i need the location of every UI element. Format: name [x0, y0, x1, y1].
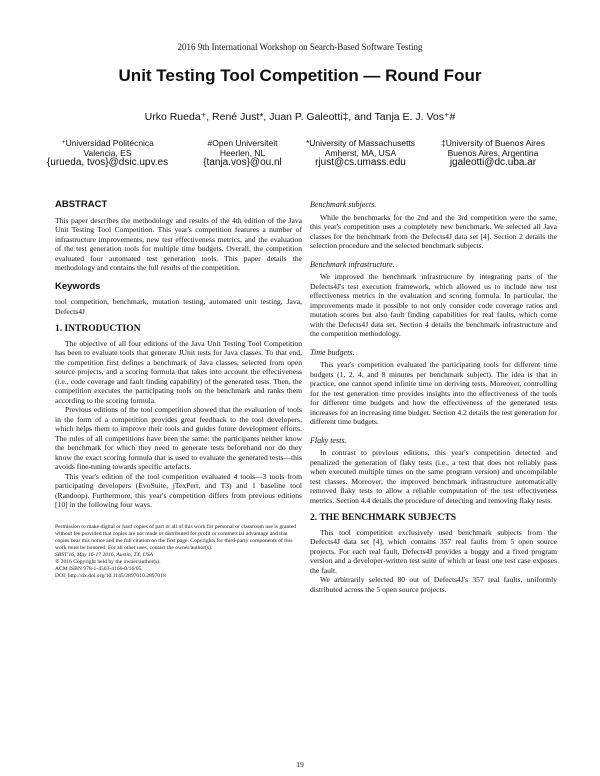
affiliation-umass: [298, 138, 423, 168]
affiliation-name: ⁺Universidad Politécnica: [61, 138, 154, 148]
venue-header: 2016 9th International Workshop on Search-Based Software Testing: [177, 42, 423, 52]
affiliation-name: *University of Massachusetts: [305, 138, 416, 148]
left-column: [55, 200, 302, 580]
affiliation-location: Amherst, MA, USA: [324, 148, 397, 158]
subsection-text: We improved the benchmark infrastructure by integrating parts of the Defects4J's test execution framework, which allowed us to include new test effectiveness metrics in the evaluation and scoring formula. In particular, the improvements made it possible to not only consider code coverage ratios and mutation scores but also fault finding capabilities for real faults, which come with the Defects4J data set. Section 4 details the benchmark infrastructure and the competition methodology.: [310, 272, 557, 338]
affiliation-location: Valencia, ES: [83, 148, 132, 158]
intro-paragraph: The objective of all four editions of the Java Unit Testing Tool Competition has been to evaluate tools that generate JUnit tests for Java classes. To that end, the competition first defines a benchmark of Java classes, selected from open source projects, and a scoring formula that takes into account the effectiveness (i.e., code coverage and fault finding capability) of the generated tests. Then, the competition executes the participating tools on the benchmark and ranks them according to the scoring formula.: [55, 338, 302, 405]
keywords-heading: Keywords: [55, 280, 101, 292]
subsection-text: While the benchmarks for the 2nd and the 3rd competition were the same, this year's competition uses a completely new benchmark. We selected all Java classes for the benchmark from the Defects4J data set [4]. Section 2 details the selection procedure and the selected benchmark subjects.: [310, 212, 557, 250]
copyright-line: © 2016 Copyright held by the owner/author(s).: [55, 558, 161, 565]
subsection-title: Benchmark infrastructure.: [310, 259, 395, 269]
intro-heading: 1. INTRODUCTION: [55, 324, 141, 334]
intro-paragraph: Previous editions of the tool competition showed that the evaluation of tools in the form of a competition provides great feedback to the tool developers, which helps them to improve their tools and guides future development efforts. The rules of all competitions have been the same: the participants neither know the benchmark for which they need to generate tests beforehand nor do they know the exact scoring formula that is used to evaluate the generated tests—this avoids fine-tuning towards specific artefacts.: [55, 405, 302, 471]
paper-title: Unit Testing Tool Competition — Round Four: [118, 66, 482, 85]
affiliation-email: jgaleotti@dc.uba.ar: [449, 157, 537, 168]
affiliation-upv: [40, 138, 175, 168]
section-heading: 2. THE BENCHMARK SUBJECTS: [310, 513, 457, 523]
author-list: Urko Rueda⁺, René Just*, Juan P. Galeotti‡, and Tanja E. J. Vos⁺#: [144, 111, 456, 123]
affiliation-location: Heerlen, NL: [219, 148, 266, 158]
isbn-line: ACM ISBN 978-1-4503-4166-0/16/05.: [55, 565, 143, 572]
affiliation-email: {urueda, tvos}@dsic.upv.es: [46, 157, 169, 168]
permission-text: Permission to make digital or hard copies of part or all of this work for personal or classroom use is granted without fee provided that copies are not made or distributed for profit or commercial advantage and that copies bear this notice and the full citation on the first page. Copyrights for third-party components of this work must be honored. For all other uses, contact the owner/author(s).: [55, 523, 297, 551]
abstract-text: This paper describes the methodology and results of the 4th edition of the Java Unit Testing Tool Competition. This year's competition features a number of infrastructure improvements, new test effectiveness metrics, and the evaluation of the test generation tools for multiple time budgets. Overall, the competition evaluated four automated test generation tools. This paper details the methodology and contains the full results of the competition.: [55, 215, 302, 272]
right-column: [310, 200, 557, 594]
page-number: 19: [296, 760, 304, 769]
affiliation-name: #Open Universiteit: [207, 138, 278, 148]
affiliation-email: {tanja.vos}@ou.nl: [203, 157, 282, 168]
section-paragraph: We arbitrarily selected 80 out of Defects4J's 357 real faults, uniformly distributed across the 5 open source projects.: [310, 575, 557, 594]
section-paragraph: This tool competition exclusively used benchmark subjects from the Defects4J data set [4], which contains 357 real faults from 5 open source projects. For each real fault, Defects4J provides a buggy and a fixed program version and a developer-written test suite of which at least one test case exposes the fault.: [310, 527, 557, 575]
intro-paragraph: This year's edition of the tool competition evaluated 4 tools—3 tools from participating developers (EvoSuite, jTexPert, and T3) and 1 baseline tool (Randoop). Furthermore, this year's competition differs from previous editions [10] in the following four ways.: [55, 471, 302, 509]
subsection-title: Flaky tests.: [310, 435, 347, 445]
keywords-text: tool competition, benchmark, mutation testing, automated unit testing, Java, Defects4J: [55, 297, 302, 316]
conference-line: SBST'16, May 16-17 2016, Austin, TX, USA: [55, 551, 154, 558]
affiliation-ou: [190, 138, 295, 168]
abstract-heading: ABSTRACT: [55, 199, 108, 210]
permission-block: [55, 524, 302, 580]
subsection-text: This year's competition evaluated the participating tools for different time budgets (1, 2, 4, and 8 minutes per benchmark subject). The idea is that in practice, one cannot spend infinite time on deriving tests. Moreover, controlling for the test generation time provides insights into the effectiveness of the tools for different time budgets and how the effectiveness of the generated tests increases for an increasing time budget. Section 4.2 details the test generation for different time budgets.: [310, 360, 557, 426]
subsection-title: Benchmark subjects.: [310, 200, 377, 209]
subsection-title: Time budgets.: [310, 347, 355, 357]
subsection-text: In contrast to previous editions, this year's competition detected and penalized the generation of flaky tests (i.e., a test that does not reliably pass when executed multiple times on the same program version) and uncompilable test classes. Moreover, the improved benchmark infrastructure automatically removed flaky tests to allow a reliable computation of the test effectiveness metrics. Section 4.4 details the procedure of detecting and removing flaky tests.: [310, 448, 557, 505]
affiliation-location: Buenos Aires, Argentina: [447, 148, 539, 158]
affiliation-uba: [428, 138, 558, 168]
affiliation-name: ‡University of Buenos Aires: [441, 138, 545, 148]
doi-line: DOI: http://dx.doi.org/10.1145/2897010.2897018: [55, 572, 166, 579]
affiliation-email: rjust@cs.umass.edu: [315, 157, 406, 168]
